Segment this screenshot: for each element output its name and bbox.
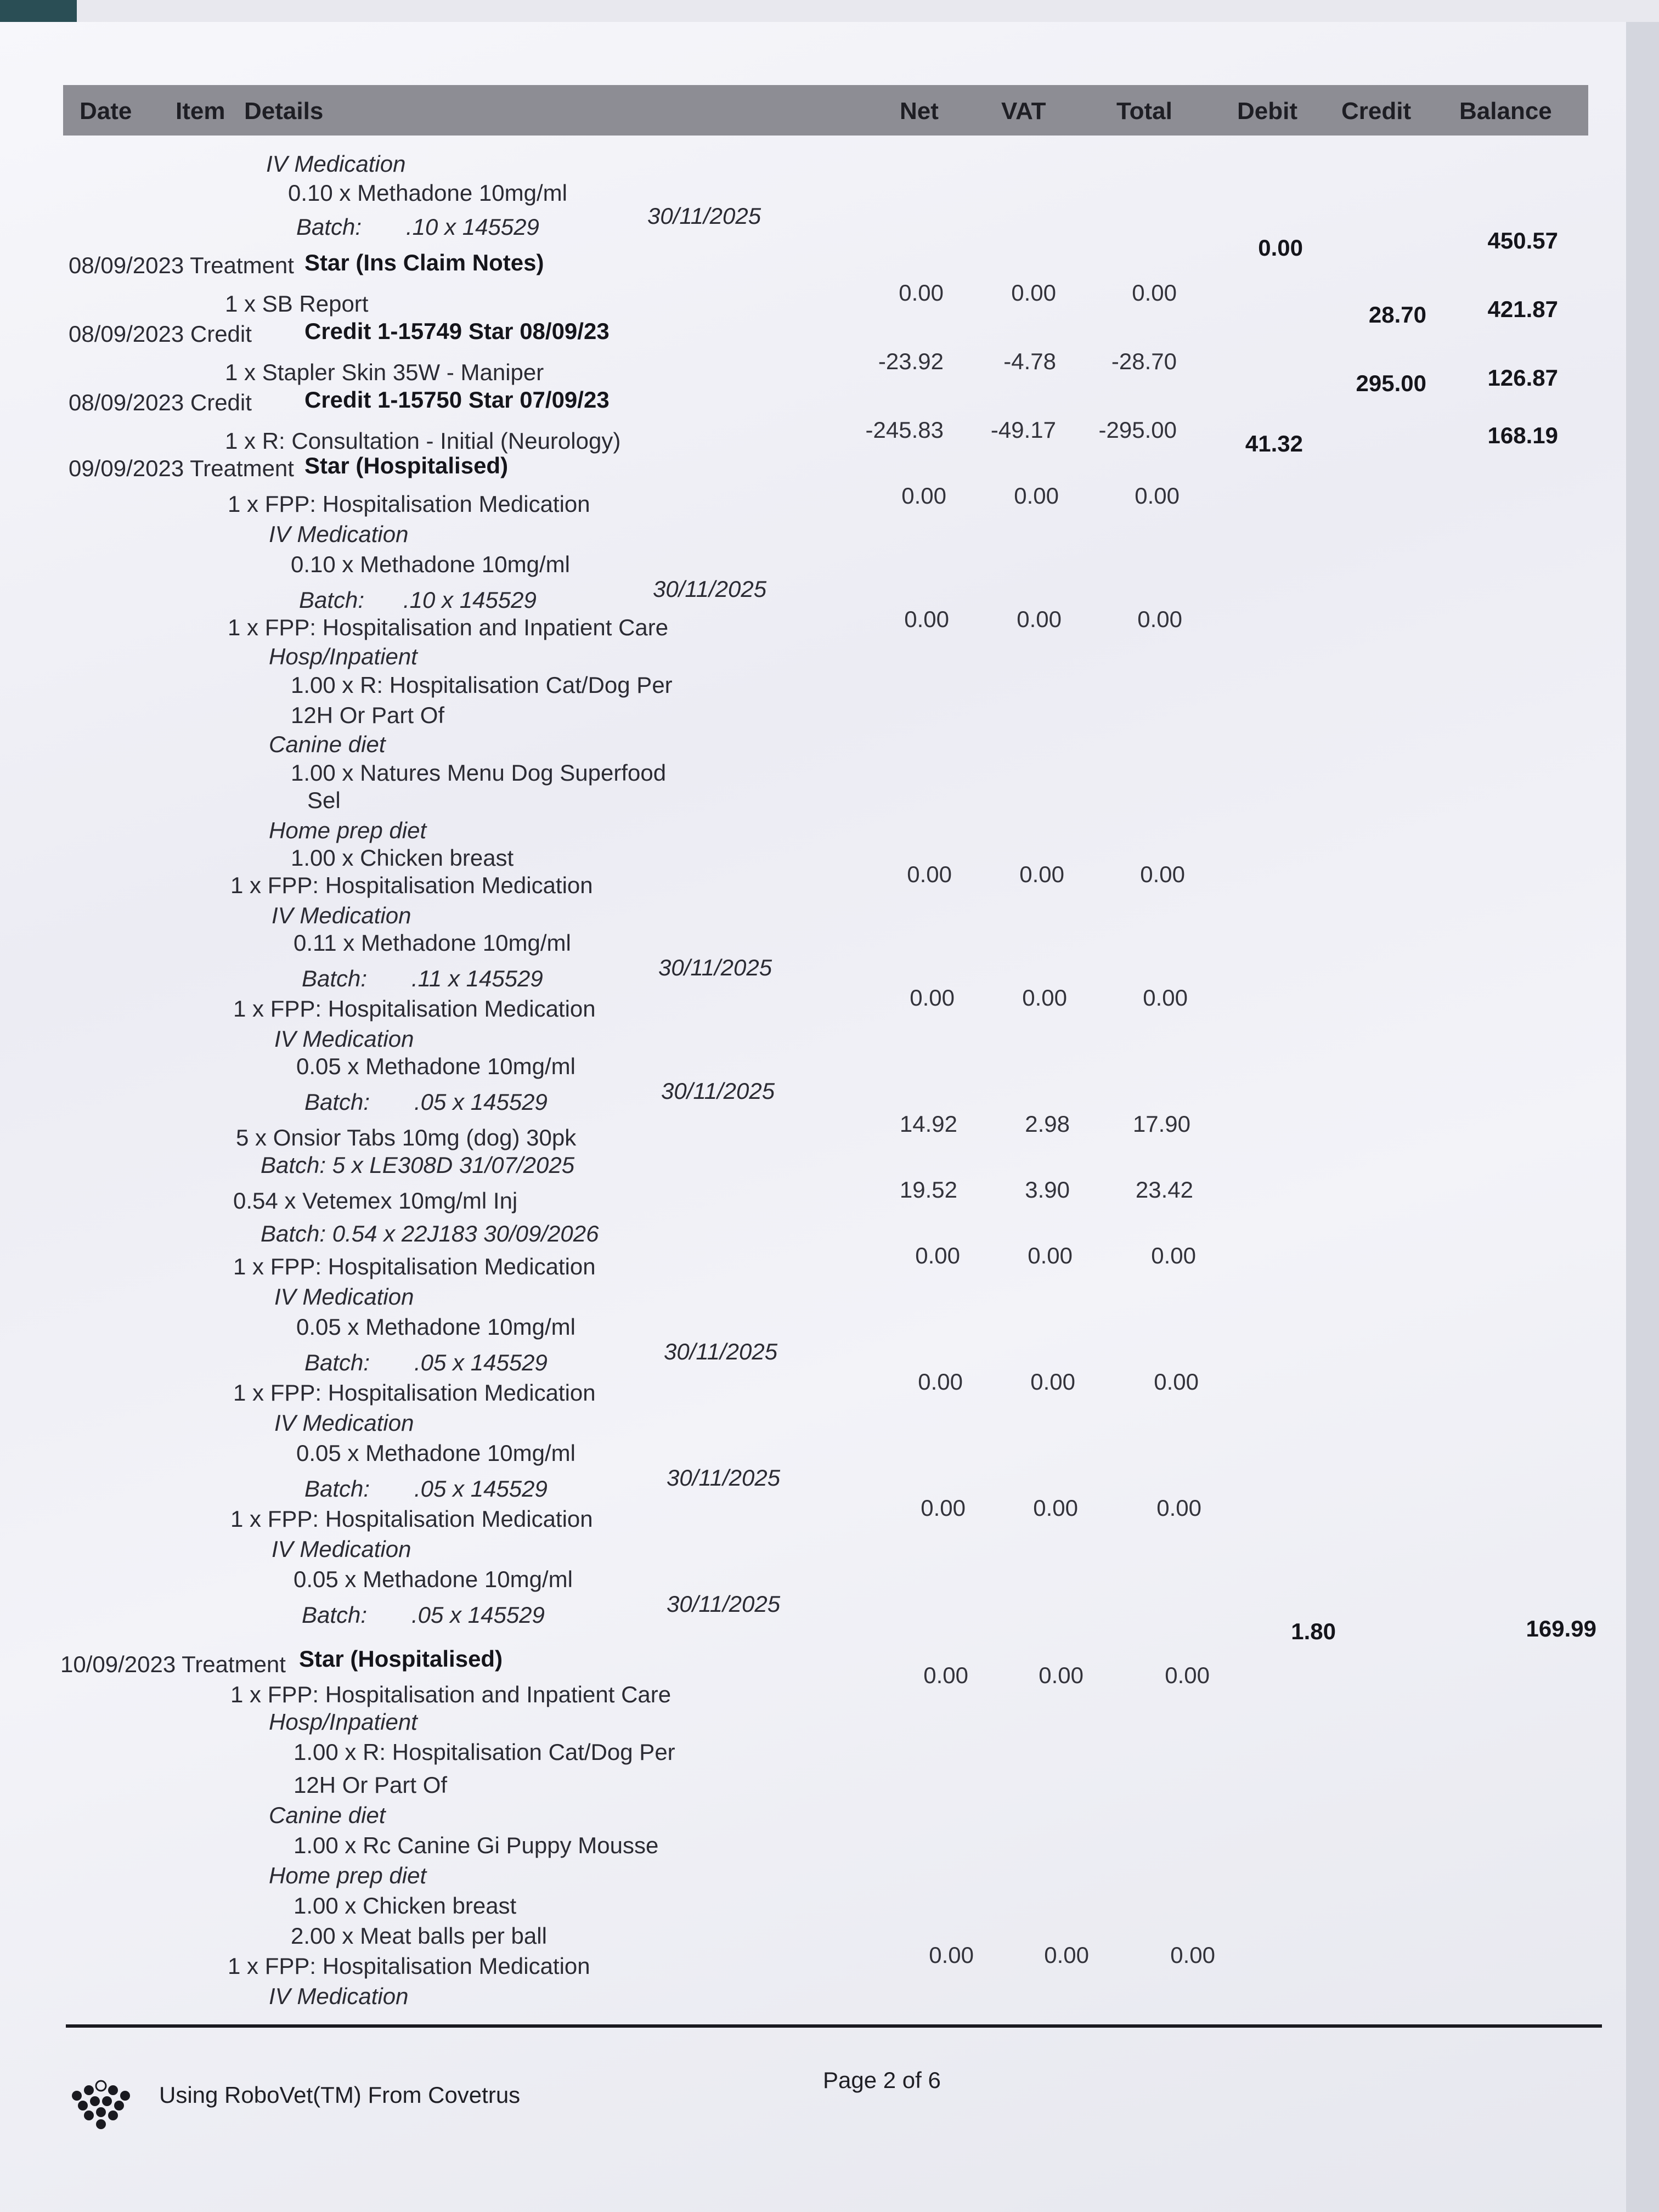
detail-line: .05 x 145529: [414, 1350, 548, 1375]
detail-line: IV Medication: [269, 1983, 409, 2009]
amount-cell: 41.32: [1245, 431, 1303, 456]
detail-line: Batch:: [296, 214, 362, 240]
detail-line: IV Medication: [266, 151, 406, 177]
amount-cell: 168.19: [1487, 422, 1558, 448]
detail-line: 0.05 x Methadone 10mg/ml: [294, 1566, 573, 1592]
amount-cell: 0.00: [910, 985, 955, 1011]
amount-cell: 17.90: [1132, 1111, 1190, 1137]
amount-cell: 1.80: [1291, 1618, 1336, 1644]
header-total: Total: [1116, 98, 1172, 125]
statement-page: [0, 22, 1626, 2212]
amount-cell: 126.87: [1487, 365, 1558, 391]
amount-cell: 421.87: [1487, 296, 1558, 322]
detail-line: 1.00 x Chicken breast: [294, 1893, 517, 1918]
detail-line: 1 x FPP: Hospitalisation Medication: [228, 491, 590, 517]
amount-cell: 0.00: [1022, 985, 1067, 1011]
detail-line: 1.00 x Natures Menu Dog Superfood: [291, 760, 667, 786]
detail-line: 30/11/2025: [664, 1339, 778, 1364]
header-net: Net: [900, 98, 939, 125]
detail-line: Star (Ins Claim Notes): [304, 250, 544, 275]
detail-line: 1 x SB Report: [225, 291, 369, 317]
detail-line: 30/11/2025: [658, 955, 772, 980]
detail-line: Batch:: [302, 966, 368, 991]
amount-cell: 0.00: [899, 280, 944, 306]
amount-cell: 0.00: [1019, 861, 1064, 887]
detail-line: 09/09/2023 Treatment: [69, 455, 294, 481]
detail-line: 1.00 x R: Hospitalisation Cat/Dog Per: [294, 1739, 675, 1765]
detail-line: Batch:: [304, 1476, 370, 1502]
detail-line: 1 x FPP: Hospitalisation Medication: [233, 996, 596, 1022]
detail-line: 0.11 x Methadone 10mg/ml: [294, 930, 571, 956]
detail-line: Hosp/Inpatient: [269, 644, 417, 669]
detail-line: 0.54 x Vetemex 10mg/ml Inj: [233, 1188, 518, 1214]
amount-cell: 0.00: [929, 1942, 974, 1968]
detail-line: 0.05 x Methadone 10mg/ml: [296, 1314, 575, 1340]
detail-line: Home prep diet: [269, 1863, 427, 1888]
detail-line: Sel: [307, 787, 341, 813]
amount-cell: 0.00: [1044, 1942, 1089, 1968]
amount-cell: 0.00: [1017, 606, 1062, 632]
header-details: Details: [244, 98, 324, 125]
amount-cell: -245.83: [865, 417, 944, 443]
detail-line: 1 x FPP: Hospitalisation Medication: [228, 1953, 590, 1979]
detail-line: 1 x FPP: Hospitalisation Medication: [233, 1254, 596, 1279]
detail-line: 30/11/2025: [667, 1465, 781, 1491]
amount-cell: 450.57: [1487, 228, 1558, 253]
amount-cell: 0.00: [907, 861, 952, 887]
detail-line: IV Medication: [274, 1026, 414, 1052]
amount-cell: -49.17: [990, 417, 1056, 443]
covetrus-logo-icon: [66, 2074, 143, 2134]
detail-line: Batch:: [302, 1602, 368, 1628]
header-date: Date: [80, 98, 132, 125]
amount-cell: 0.00: [901, 483, 946, 509]
header-credit: Credit: [1341, 98, 1412, 125]
amount-cell: 0.00: [1132, 280, 1177, 306]
amount-cell: 0.00: [923, 1662, 968, 1688]
amount-cell: 2.98: [1025, 1111, 1070, 1137]
header-debit: Debit: [1237, 98, 1297, 125]
detail-line: .05 x 145529: [414, 1476, 548, 1502]
detail-line: 1 x FPP: Hospitalisation Medication: [230, 1506, 593, 1532]
amount-cell: 0.00: [1165, 1662, 1210, 1688]
amount-cell: 0.00: [1137, 606, 1182, 632]
detail-line: 1 x FPP: Hospitalisation Medication: [230, 872, 593, 898]
detail-line: 12H Or Part Of: [291, 702, 445, 728]
amount-cell: 295.00: [1356, 370, 1426, 396]
detail-line: .05 x 145529: [411, 1602, 545, 1628]
amount-cell: 0.00: [1156, 1495, 1201, 1521]
amount-cell: 0.00: [1039, 1662, 1084, 1688]
detail-line: 1 x FPP: Hospitalisation and Inpatient Care: [230, 1681, 672, 1707]
next-page-edge: [1626, 22, 1659, 2212]
detail-line: 12H Or Part Of: [294, 1772, 448, 1798]
amount-cell: 0.00: [1143, 985, 1188, 1011]
detail-line: .05 x 145529: [414, 1089, 548, 1115]
amount-cell: 0.00: [1258, 235, 1303, 261]
detail-line: Canine diet: [269, 1802, 386, 1828]
detail-line: 30/11/2025: [661, 1078, 775, 1104]
detail-line: 1 x FPP: Hospitalisation and Inpatient Care: [228, 614, 669, 640]
header-balance: Balance: [1459, 98, 1552, 125]
detail-line: Credit 1-15750 Star 07/09/23: [304, 387, 610, 413]
detail-line: 0.05 x Methadone 10mg/ml: [296, 1440, 575, 1466]
amount-cell: 0.00: [918, 1369, 963, 1395]
detail-line: 5 x Onsior Tabs 10mg (dog) 30pk: [236, 1125, 577, 1150]
detail-line: .11 x 145529: [411, 966, 543, 991]
software-credit: Using RoboVet(TM) From Covetrus: [159, 2082, 521, 2108]
amount-cell: 0.00: [1140, 861, 1185, 887]
detail-line: 0.05 x Methadone 10mg/ml: [296, 1053, 575, 1079]
amount-cell: 0.00: [921, 1495, 966, 1521]
detail-line: 2.00 x Meat balls per ball: [291, 1923, 547, 1949]
amount-cell: 0.00: [1011, 280, 1056, 306]
detail-line: Batch:: [304, 1350, 370, 1375]
detail-line: 30/11/2025: [647, 203, 761, 229]
detail-line: Star (Hospitalised): [304, 453, 509, 478]
amount-cell: 0.00: [904, 606, 949, 632]
detail-line: .10 x 145529: [406, 214, 539, 240]
detail-line: Credit 1-15749 Star 08/09/23: [304, 318, 610, 344]
detail-line: 10/09/2023 Treatment: [60, 1651, 286, 1677]
detail-line: 30/11/2025: [667, 1591, 781, 1617]
detail-line: 30/11/2025: [653, 576, 767, 602]
detail-line: 1.00 x Rc Canine Gi Puppy Mousse: [294, 1832, 659, 1858]
amount-cell: 0.00: [1170, 1942, 1215, 1968]
detail-line: Canine diet: [269, 731, 386, 757]
detail-line: 08/09/2023 Credit: [69, 321, 252, 347]
detail-line: 1 x FPP: Hospitalisation Medication: [233, 1380, 596, 1406]
amount-cell: 3.90: [1025, 1177, 1070, 1203]
amount-cell: -4.78: [1003, 348, 1056, 374]
amount-cell: 0.00: [1028, 1243, 1073, 1268]
detail-line: Batch: 5 x LE308D 31/07/2025: [261, 1152, 575, 1178]
amount-cell: 0.00: [1154, 1369, 1199, 1395]
amount-cell: 14.92: [899, 1111, 957, 1137]
detail-line: Home prep diet: [269, 817, 427, 843]
detail-line: .10 x 145529: [403, 587, 537, 613]
detail-line: 0.10 x Methadone 10mg/ml: [288, 180, 567, 206]
detail-line: Batch:: [299, 587, 365, 613]
detail-line: IV Medication: [272, 902, 411, 928]
detail-line: Star (Hospitalised): [299, 1646, 503, 1672]
detail-line: IV Medication: [272, 1536, 411, 1562]
amount-cell: 19.52: [899, 1177, 957, 1203]
amount-cell: 23.42: [1135, 1177, 1193, 1203]
amount-cell: -295.00: [1098, 417, 1177, 443]
amount-cell: 0.00: [1135, 483, 1180, 509]
detail-line: 0.10 x Methadone 10mg/ml: [291, 551, 570, 577]
header-vat: VAT: [1001, 98, 1046, 125]
amount-cell: -23.92: [878, 348, 944, 374]
amount-cell: 0.00: [1014, 483, 1059, 509]
detail-line: 08/09/2023 Credit: [69, 390, 252, 415]
amount-cell: 28.70: [1368, 302, 1426, 328]
detail-line: Batch:: [304, 1089, 370, 1115]
footer-rule: [66, 2024, 1602, 2028]
detail-line: 1 x R: Consultation - Initial (Neurology): [225, 428, 621, 454]
detail-line: 08/09/2023 Treatment: [69, 252, 294, 278]
detail-line: 1.00 x R: Hospitalisation Cat/Dog Per: [291, 672, 673, 698]
page-number: Page 2 of 6: [823, 2067, 941, 2093]
amount-cell: -28.70: [1111, 348, 1177, 374]
detail-line: IV Medication: [274, 1284, 414, 1310]
detail-line: 1.00 x Chicken breast: [291, 845, 514, 871]
amount-cell: 0.00: [915, 1243, 960, 1268]
amount-cell: 0.00: [1151, 1243, 1196, 1268]
header-item: Item: [176, 98, 225, 125]
detail-line: IV Medication: [274, 1410, 414, 1436]
detail-line: IV Medication: [269, 521, 409, 547]
amount-cell: 0.00: [1030, 1369, 1075, 1395]
detail-line: Batch: 0.54 x 22J183 30/09/2026: [261, 1221, 599, 1246]
amount-cell: 0.00: [1033, 1495, 1078, 1521]
detail-line: Hosp/Inpatient: [269, 1709, 417, 1735]
detail-line: 1 x Stapler Skin 35W - Maniper: [225, 359, 544, 385]
amount-cell: 169.99: [1526, 1616, 1596, 1641]
